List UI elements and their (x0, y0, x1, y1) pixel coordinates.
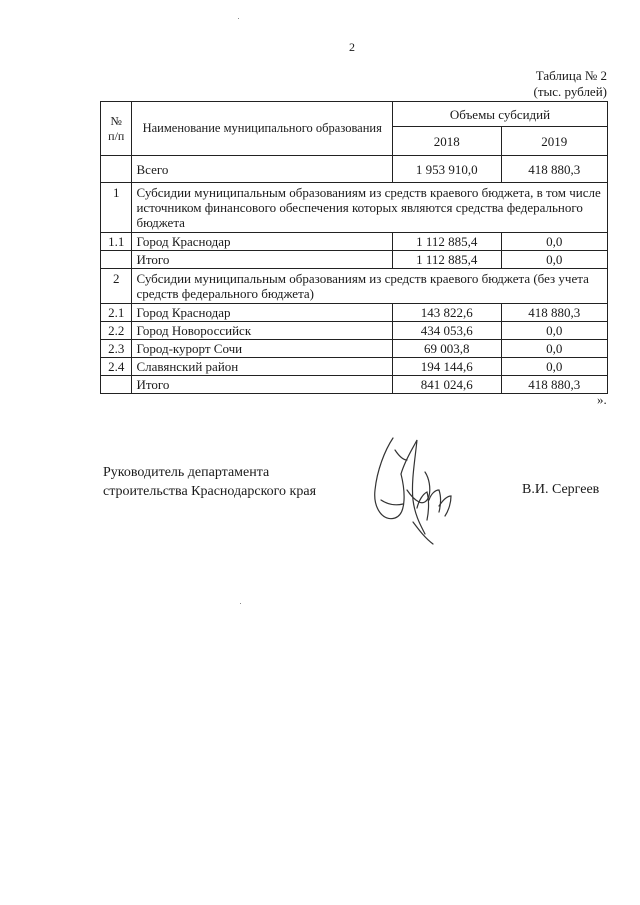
row-value-2019: 0,0 (501, 251, 607, 269)
row-name: Город-курорт Сочи (132, 340, 393, 358)
row-value-2018: 143 822,6 (393, 304, 502, 322)
row-value-2018: 69 003,8 (393, 340, 502, 358)
header-year-2019: 2019 (501, 127, 607, 156)
table-row (101, 358, 608, 376)
row-num: 2.2 (101, 322, 132, 340)
scan-speck (238, 18, 239, 19)
closing-quote-mark: ». (597, 392, 607, 407)
row-num: 2.3 (101, 340, 132, 358)
table-row (101, 156, 608, 183)
row-num: 2 (101, 269, 132, 304)
row-value-2018: 1 112 885,4 (393, 233, 502, 251)
table-row (101, 340, 608, 358)
table-row (101, 251, 608, 269)
row-name: Итого (132, 376, 393, 394)
page-number: 2 (349, 40, 355, 54)
table-row (101, 322, 608, 340)
row-value-2018: 1 953 910,0 (393, 156, 502, 183)
row-name: Славянский район (132, 358, 393, 376)
row-value-2019: 0,0 (501, 322, 607, 340)
table-row (101, 269, 608, 304)
header-volumes: Объемы субсидий (393, 102, 608, 127)
signatory-title (103, 463, 316, 501)
table-body (101, 156, 608, 394)
row-value-2018: 434 053,6 (393, 322, 502, 340)
row-value-2018: 1 112 885,4 (393, 251, 502, 269)
table-row (101, 183, 608, 233)
signatory-title-line1: Руководитель департамента (103, 465, 270, 480)
row-value-2018: 194 144,6 (393, 358, 502, 376)
subsidy-table-container (100, 101, 608, 394)
table-title: Таблица № 2 (535, 68, 607, 83)
row-name: Итого (132, 251, 393, 269)
table-row (101, 233, 608, 251)
scan-speck (240, 603, 241, 604)
header-num: № п/п (101, 102, 132, 156)
row-value-2019: 418 880,3 (501, 304, 607, 322)
row-num: 2.4 (101, 358, 132, 376)
row-num (101, 251, 132, 269)
signatory-title-line2: строительства Краснодарского края (103, 484, 317, 499)
row-num: 1 (101, 183, 132, 233)
row-name: Субсидии муниципальным образованиям из средств краевого бюджета (без учета средств федерального бюджета) (132, 269, 608, 304)
table-unit: (тыс. рублей) (533, 84, 607, 99)
row-name: Город Новороссийск (132, 322, 393, 340)
row-value-2019: 0,0 (501, 340, 607, 358)
row-value-2019: 418 880,3 (501, 156, 607, 183)
row-name: Город Краснодар (132, 304, 393, 322)
row-num: 1.1 (101, 233, 132, 251)
row-name: Город Краснодар (132, 233, 393, 251)
row-value-2019: 418 880,3 (501, 376, 607, 394)
row-num: 2.1 (101, 304, 132, 322)
row-value-2019: 0,0 (501, 233, 607, 251)
row-value-2019: 0,0 (501, 358, 607, 376)
row-value-2018: 841 024,6 (393, 376, 502, 394)
row-name: Всего (132, 156, 393, 183)
handwritten-signature (355, 430, 465, 550)
signatory-name: В.И. Сергеев (522, 482, 600, 497)
table-row (101, 376, 608, 394)
table-row (101, 304, 608, 322)
table-caption (533, 68, 607, 100)
row-name: Субсидии муниципальным образованиям из средств краевого бюджета, в том числе источником финансового обеспечения которых являются средства федерального бюджета (132, 183, 608, 233)
subsidy-table (100, 101, 608, 394)
row-num (101, 156, 132, 183)
row-num (101, 376, 132, 394)
header-name: Наименование муниципального образования (132, 102, 393, 156)
header-year-2018: 2018 (393, 127, 502, 156)
